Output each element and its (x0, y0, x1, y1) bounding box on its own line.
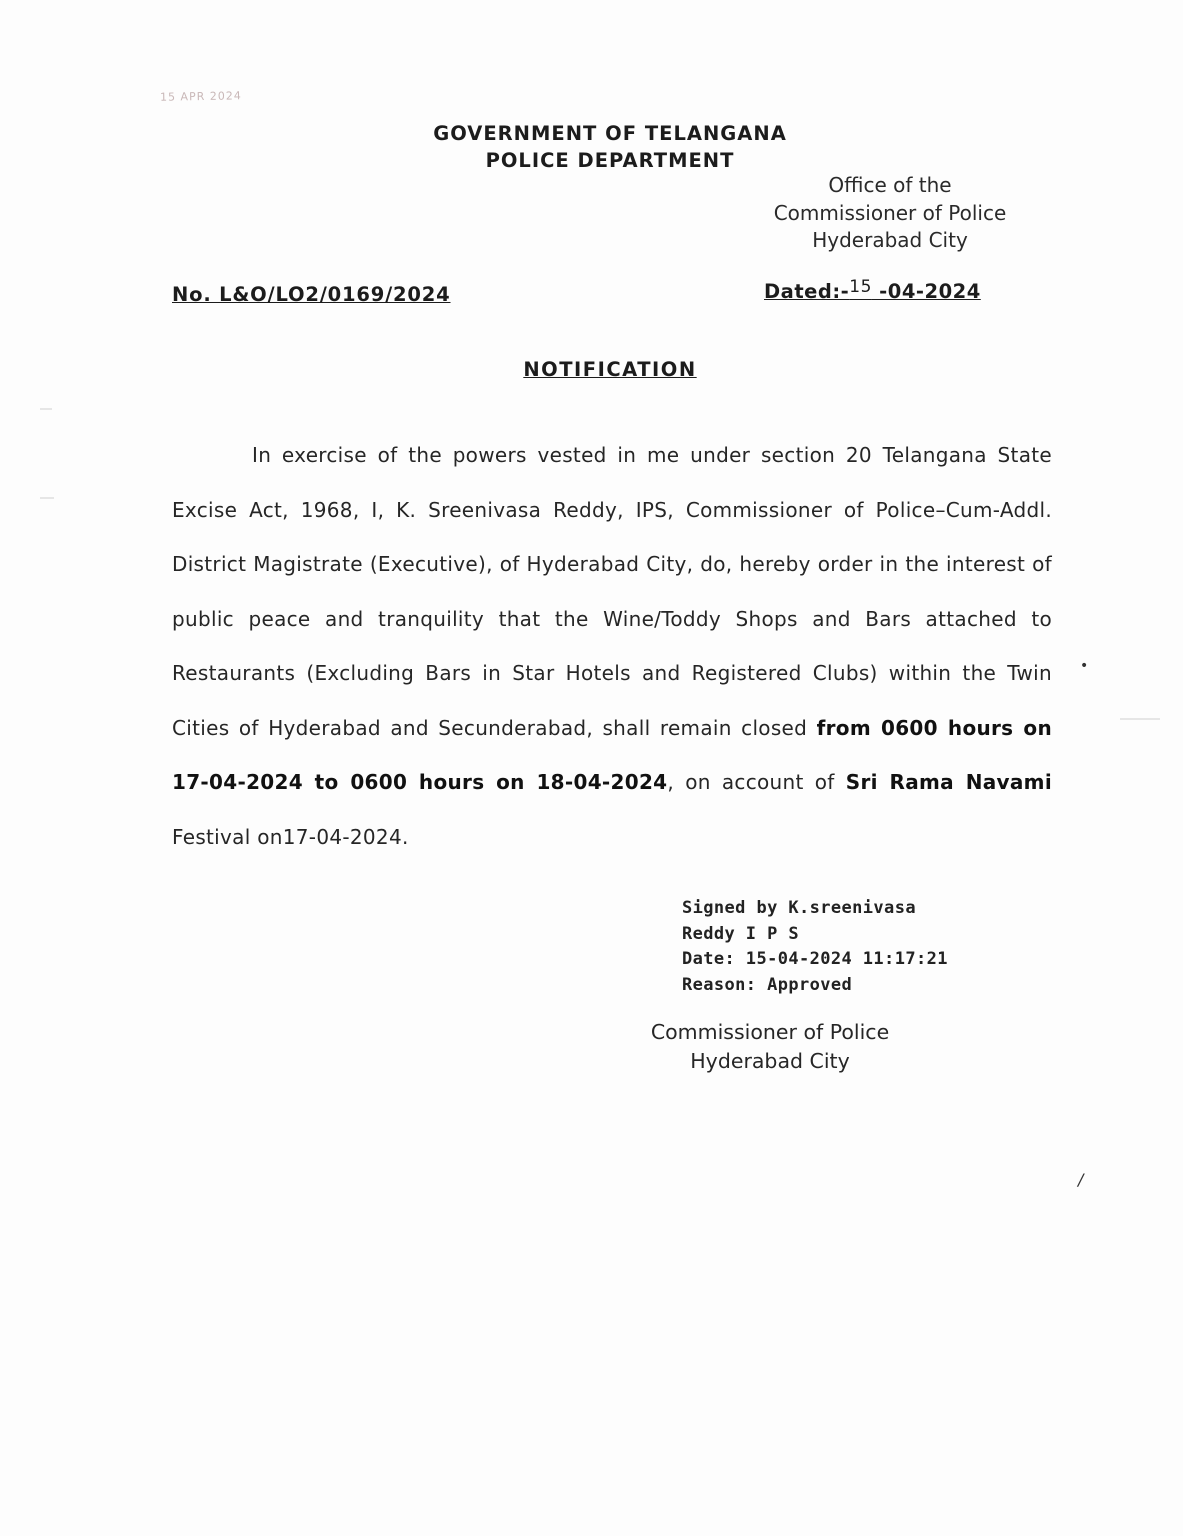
signatory-title: Commissioner of Police (650, 1020, 890, 1044)
body-festival-name: Sri Rama Navami (845, 770, 1052, 794)
office-line-3: Hyderabad City (812, 228, 968, 252)
body-part-1: In exercise of the powers vested in me under section 20 Telangana State Excise Act, 1968, I, K. Sreenivasa Reddy, IPS, Commissioner of Police–Cum-Addl. District Magistrate (Executive), of Hyderabad City, do, hereby order in the interest of public peace and tranquility that the Wine/Toddy Shops and Bars attached to Restaurants (Excluding Bars in Star Hotels and Registered Clubs) within the Twin Cities of Hyderabad and Secunderabad, shall remain closed (172, 443, 1052, 740)
dated-line (764, 277, 981, 303)
scan-artifact (1120, 718, 1160, 720)
body-part-2: , on account of (667, 770, 846, 794)
signatory-block (610, 1018, 930, 1075)
letterhead-government: GOVERNMENT OF TELANGANA (433, 122, 787, 145)
office-line-2: Commissioner of Police (773, 200, 1007, 225)
digital-signature-block (682, 896, 948, 998)
dated-prefix: Dated:- (764, 280, 850, 303)
dated-day-handwritten: 15 (849, 277, 872, 297)
esign-date: Date: 15-04-2024 11:17:21 (682, 949, 948, 969)
reference-number: No. L&O/LO2/0169/2024 (172, 283, 451, 306)
notification-title: NOTIFICATION (523, 358, 697, 381)
scan-artifact (40, 497, 54, 499)
esign-signed-by: Signed by K.sreenivasa (682, 898, 916, 918)
scan-mark: • (1080, 658, 1089, 674)
letterhead (300, 120, 920, 174)
notification-body (172, 428, 1052, 864)
esign-signed-by-cont: Reddy I P S (682, 923, 799, 944)
letterhead-department: POLICE DEPARTMENT (485, 149, 735, 172)
dated-suffix: -04-2024 (871, 280, 981, 303)
scan-artifact (40, 408, 52, 410)
scan-mark: / (1078, 1170, 1084, 1189)
body-closure-period: from 0600 hours on 17-04-2024 to 0600 hours on 18-04-2024 (172, 715, 1053, 794)
office-line-1: Office of the (828, 173, 952, 197)
esign-reason: Reason: Approved (682, 974, 853, 995)
office-address (735, 172, 1045, 255)
body-part-3: Festival on17-04-2024. (172, 824, 409, 849)
scan-stamp: 15 APR 2024 (159, 89, 242, 104)
signatory-location: Hyderabad City (690, 1048, 850, 1073)
